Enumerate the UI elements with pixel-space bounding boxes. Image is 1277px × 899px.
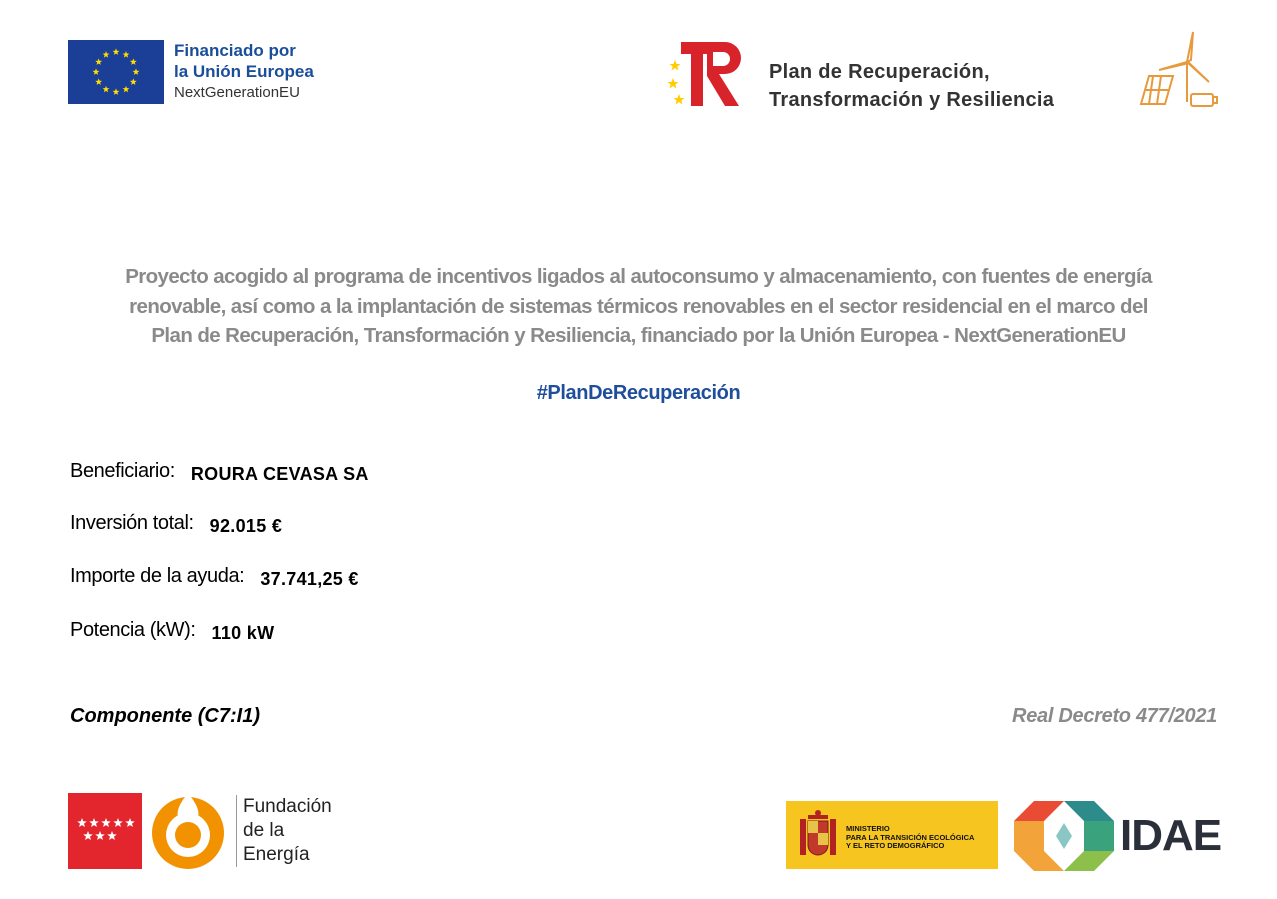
real-decreto-label: Real Decreto 477/2021 [1012,705,1217,727]
madrid-star [77,818,87,827]
eu-star [103,51,110,58]
eu-star [133,68,140,75]
field-inversion-total [70,512,282,535]
eu-star [130,78,137,85]
field-label: Beneficiario: [70,460,175,482]
ministerio-line3: Y EL RETO DEMOGRÁFICO [846,841,945,850]
madrid-star [113,818,123,827]
madrid-star [89,818,99,827]
field-label: Potencia (kW): [70,619,196,641]
eu-star [95,78,102,85]
fundacion-line3: Energía [243,844,310,865]
fundacion-line1: Fundación [243,796,332,817]
idae-logo-text: IDAE [1120,811,1222,860]
field-potencia [70,619,274,642]
fundacion-logo-text [236,795,332,867]
field-beneficiario [70,460,369,483]
eu-logo-text [174,40,314,104]
madrid-star [125,818,135,827]
idae-logo [1014,801,1224,871]
eu-star [123,86,130,93]
eu-logo-line3: NextGenerationEU [174,84,300,101]
description-line1: Proyecto acogido al programa de incentivos ligados al autoconsumo y almacenamiento, con fuentes de energía [125,265,1152,288]
idae-mark-icon [1014,801,1114,871]
eu-star [113,48,120,55]
prtr-emblem-icon [665,38,749,110]
eu-logo-line2: la Unión Europea [174,62,314,81]
eu-star [123,51,130,58]
field-importe-ayuda [70,565,359,588]
componente-label: Componente (C7:I1) [70,705,260,727]
eu-star [93,68,100,75]
field-label: Inversión total: [70,512,194,534]
wind-solar-icon [1135,30,1221,110]
field-value: 110 kW [211,623,275,643]
field-value: ROURA CEVASA SA [190,464,369,484]
prtr-logo [665,38,1225,114]
madrid-star [95,831,105,840]
prtr-logo-text [769,58,1054,114]
fundacion-energia-logo [150,791,350,871]
eu-star [113,88,120,95]
ministerio-line1: MINISTERIO [846,824,890,833]
comunidad-madrid-logo [68,793,142,869]
eu-flag-icon [68,40,164,104]
project-description [60,262,1217,351]
description-line3: Plan de Recuperación, Transformación y Resiliencia, financiado por la Unión Europea - NextGenerationEU [151,324,1126,347]
ministerio-logo [786,801,998,869]
madrid-star [101,818,111,827]
field-value: 37.741,25 € [260,569,359,589]
eu-star [95,58,102,65]
fundacion-line2: de la [243,820,285,841]
hashtag: #PlanDeRecuperación [536,382,741,404]
field-label: Importe de la ayuda: [70,565,245,587]
eu-logo-line1: Financiado por [174,41,296,60]
madrid-star [83,831,93,840]
field-value: 92.015 € [209,516,283,536]
ministerio-line2: PARA LA TRANSICIÓN ECOLÓGICA [846,832,975,842]
eu-star [130,58,137,65]
madrid-stars-icon [68,793,142,869]
description-line2: renovable, así como a la implantación de sistemas térmicos renovables en el sector residencial en el marco del [129,294,1148,318]
eu-funding-logo [68,40,358,110]
madrid-star [107,831,117,840]
ministerio-text [846,825,974,851]
eu-star [103,86,110,93]
fundacion-drop-icon [150,791,230,871]
prtr-logo-line2: Transformación y Resiliencia [769,89,1055,111]
spain-coat-of-arms-icon [796,809,840,863]
prtr-logo-line1: Plan de Recuperación, [769,61,990,83]
